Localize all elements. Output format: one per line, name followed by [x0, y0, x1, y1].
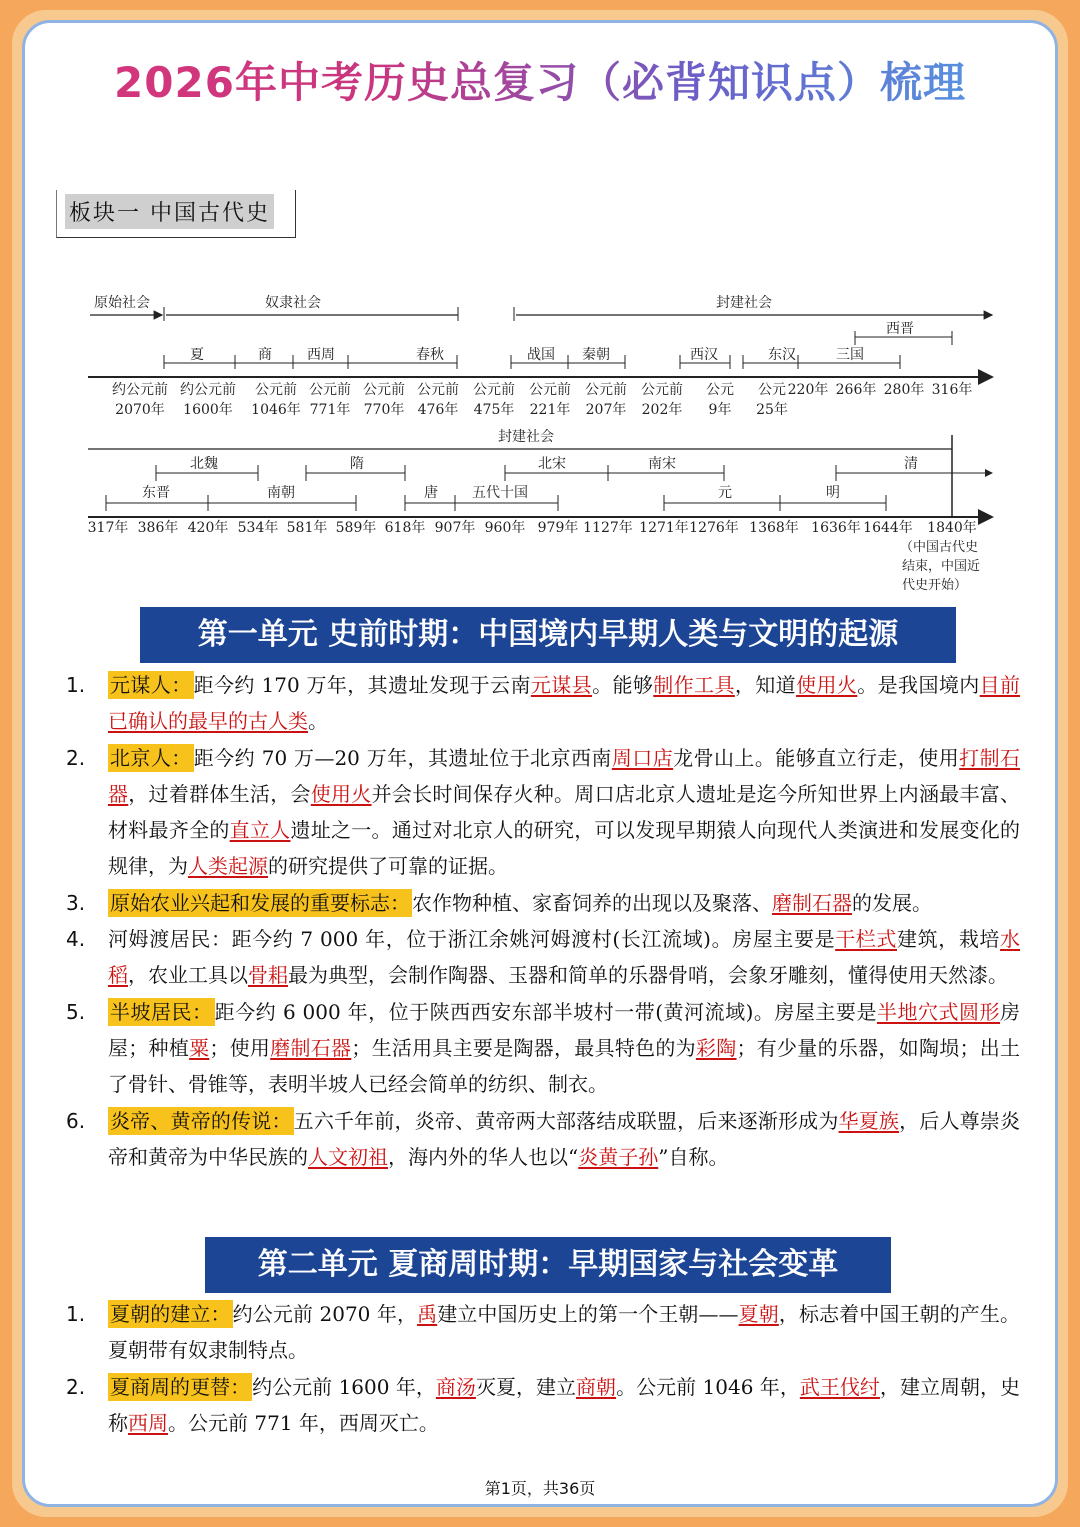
dynasty-xia: 夏 [190, 347, 204, 363]
timeline-ancient-2 [80, 425, 1000, 600]
dynasty-qing: 清 [904, 456, 918, 472]
timeline1-date-label: 公元前 [255, 382, 297, 398]
unit2-item-list [60, 1296, 1020, 1441]
item-text: 的研究提供了可靠的证据。 [268, 854, 508, 879]
era-feudal-2: 封建社会 [498, 429, 554, 445]
item-text: 。是我国境内 [857, 673, 980, 697]
key-term: 夏朝 [738, 1302, 779, 1326]
timeline1-date-label: 266年 [835, 382, 877, 398]
dynasty-ming: 明 [826, 485, 840, 501]
dynasty-beiwei: 北魏 [190, 456, 218, 472]
section-label-box [56, 190, 296, 238]
topic-heading: 夏朝的建立： [110, 1302, 231, 1326]
item-text: 最为典型，会制作陶器、玉器和简单的乐器骨哨，会象牙雕刻，懂得使用天然漆。 [288, 963, 1008, 988]
modern-history-note-1: （中国古代史 [900, 540, 979, 555]
list-item [60, 667, 1020, 740]
key-term: 半地穴式圆形 [876, 999, 1001, 1024]
item-number: 5. [66, 999, 86, 1024]
key-term: 磨制石器 [772, 890, 852, 915]
item-text: ；使用 [209, 1035, 271, 1060]
list-item [60, 921, 1020, 994]
list-item [60, 1103, 1020, 1176]
timeline2-date-label: 1644年 [863, 520, 913, 536]
item-text: 距今约 70 万—20 万年，其遗址位于北京西南 [193, 745, 612, 770]
item-text: ，后人尊崇炎帝和黄帝为中华民族的 [108, 1108, 1021, 1169]
timeline2-date-label: 386年 [137, 520, 179, 536]
unit2-header: 第二单元 夏商周时期：早期国家与社会变革 [205, 1237, 891, 1293]
timeline2-date-label: 1368年 [749, 520, 799, 536]
timeline2-date-label: 581年 [286, 520, 328, 536]
topic-heading: 元谋人： [110, 673, 192, 697]
key-term: 水稻 [108, 927, 1021, 988]
timeline1-date-label: 1600年 [183, 402, 233, 418]
dynasty-qin: 秦朝 [582, 347, 610, 363]
dynasty-sui: 隋 [350, 456, 364, 472]
dynasty-sanguo: 三国 [836, 347, 864, 363]
key-term: 骨耜 [248, 963, 288, 988]
timeline1-date-label: 公元前 [417, 382, 459, 398]
timeline1-date-label: 公元前 [473, 382, 515, 398]
topic-heading: 夏商周的更替： [110, 1374, 251, 1399]
key-term: 西周 [128, 1410, 168, 1435]
era-feudal: 封建社会 [716, 295, 772, 311]
item-text: 距今约 170 万年，其遗址发现于云南 [193, 673, 531, 697]
dynasty-xizhou: 西周 [307, 347, 335, 363]
timeline2-date-label: 420年 [187, 520, 229, 536]
list-item [60, 740, 1020, 885]
key-term: 磨制石器 [270, 1035, 352, 1060]
page-title: 2026年中考历史总复习（必背知识点）梳理 [0, 50, 1080, 110]
list-item [60, 1369, 1020, 1442]
key-term: 禹 [417, 1302, 438, 1326]
key-term: 目前已确认的最早的古人类 [108, 673, 1021, 734]
item-text: ，农业工具以 [128, 963, 248, 988]
item-text: 农作物种植、家畜饲养的出现以及聚落、 [412, 890, 772, 915]
timeline1-date-label: 约公元前 [180, 382, 236, 398]
item-number: 2. [66, 1374, 86, 1399]
item-text: ，知道 [734, 673, 797, 697]
key-term: 彩陶 [695, 1035, 737, 1060]
topic-heading: 北京人： [110, 745, 192, 770]
timeline2-date-label: 1276年 [689, 520, 739, 536]
timeline1-date-label: 公元 [706, 382, 734, 398]
timeline1-date-label: 770年 [363, 402, 405, 418]
key-term: 商汤 [435, 1374, 476, 1399]
dynasty-tang: 唐 [424, 485, 438, 501]
item-text: 并会长时间保存火种。周口店北京人遗址是迄今所知世界上内涵最丰富、材料最齐全的 [108, 781, 1021, 843]
timeline1-date-label: 公元前 [309, 382, 351, 398]
dynasty-shang: 商 [258, 347, 272, 363]
era-slave: 奴隶社会 [265, 295, 321, 311]
timeline1-date-label: 公元 [758, 382, 786, 398]
item-text: ”自称。 [658, 1144, 729, 1169]
timeline1-date-label: 771年 [309, 402, 351, 418]
timeline1-date-label: 公元前 [641, 382, 683, 398]
item-number: 6. [66, 1108, 86, 1133]
timeline2-date-label: 1636年 [811, 520, 861, 536]
key-term: 干栏式 [835, 927, 898, 952]
topic-heading: 炎帝、黄帝的传说： [110, 1108, 292, 1133]
dynasty-nanchao: 南朝 [267, 485, 295, 501]
dynasty-dongjin: 东晋 [142, 485, 170, 501]
timeline1-date-label: 280年 [883, 382, 925, 398]
timeline1-date-label: 476年 [417, 402, 459, 418]
item-text: 距今约 6 000 年，位于陕西西安东部半坡村一带(黄河流域)。房屋主要是 [214, 999, 877, 1024]
page-number: 第1页，共36页 [484, 1479, 596, 1498]
unit1-header: 第一单元 史前时期：中国境内早期人类与文明的起源 [140, 607, 956, 663]
timeline2-date-label: 534年 [237, 520, 279, 536]
unit1-item-list [60, 667, 1020, 1175]
item-text: ，标志着中国王朝的产生。夏朝带有奴隶制特点。 [108, 1302, 1021, 1363]
timeline1-date-label: 公元前 [529, 382, 571, 398]
item-text: 。公元前 771 年，西周灭亡。 [168, 1410, 439, 1435]
timeline1-date-label: 公元前 [363, 382, 405, 398]
key-term: 打制石器 [108, 745, 1021, 806]
timeline1-date-label: 9年 [708, 402, 732, 418]
list-item [60, 1296, 1020, 1369]
key-term: 周口店 [611, 745, 674, 770]
timeline2-date-label: 907年 [434, 520, 476, 536]
item-number: 1. [66, 1302, 86, 1326]
key-term: 粟 [189, 1035, 210, 1060]
era-primitive: 原始社会 [94, 295, 150, 311]
item-text: 五六千年前，炎帝、黄帝两大部落结成联盟，后来逐渐形成为 [293, 1108, 839, 1133]
item-text: ，过着群体生活，会 [128, 781, 311, 806]
key-term: 武王伐纣 [799, 1374, 880, 1399]
section-label: 板块一 中国古代史 [65, 194, 274, 229]
item-number: 4. [66, 927, 86, 952]
timeline2-date-label: 589年 [335, 520, 377, 536]
timeline1-date-label: 220年 [787, 382, 829, 398]
timeline2-date-label: 618年 [384, 520, 426, 536]
key-term: 华夏族 [838, 1108, 900, 1133]
item-text: ；生活用具主要是陶器，最具特色的为 [351, 1035, 696, 1060]
timeline2-date-label: 1127年 [583, 520, 633, 536]
item-text: 。能够 [592, 673, 654, 697]
item-text: 灭夏，建立 [475, 1374, 577, 1399]
timeline1-date-label: 1046年 [251, 402, 301, 418]
timeline2-date-label: 317年 [87, 520, 129, 536]
key-term: 元谋县 [530, 673, 593, 697]
key-term: 制作工具 [653, 673, 735, 697]
key-term: 使用火 [796, 673, 858, 697]
timeline2-date-label: 1840年 [927, 520, 977, 536]
topic-heading: 原始农业兴起和发展的重要标志： [110, 890, 410, 915]
timeline2-date-label: 979年 [537, 520, 579, 536]
item-text: 房屋；种植 [108, 999, 1021, 1060]
item-text: 约公元前 2070 年， [232, 1302, 418, 1326]
dynasty-beisong: 北宋 [538, 456, 566, 472]
key-term: 炎黄子孙 [578, 1144, 659, 1169]
item-text: ，海内外的华人也以“ [388, 1144, 579, 1169]
timeline1-date-label: 316年 [931, 382, 973, 398]
item-text: ，建立周朝，史称 [108, 1374, 1021, 1435]
item-text: 龙骨山上。能够直立行走，使用 [673, 745, 960, 770]
item-number: 1. [66, 673, 86, 697]
timeline1-date-label: 475年 [473, 402, 515, 418]
timeline1-date-label: 约公元前 [112, 382, 168, 398]
dynasty-xihan: 西汉 [690, 347, 718, 363]
dynasty-wudai: 五代十国 [472, 485, 528, 501]
list-item [60, 994, 1020, 1103]
timeline1-date-label: 207年 [585, 402, 627, 418]
item-text: 。 [308, 709, 328, 734]
timeline2-date-label: 1271年 [639, 520, 689, 536]
dynasty-donghan: 东汉 [768, 347, 796, 363]
key-term: 人类起源 [188, 854, 268, 879]
item-text: 遗址之一。通过对北京人的研究，可以发现早期猿人向现代人类演进和发展变化的规律，为 [108, 818, 1021, 879]
modern-history-note-3: 代史开始） [902, 578, 968, 593]
key-term: 商朝 [576, 1374, 617, 1399]
item-number: 2. [66, 745, 86, 770]
dynasty-chunqiu: 春秋 [416, 347, 444, 363]
item-text: 约公元前 1600 年， [252, 1374, 436, 1399]
key-term: 直立人 [229, 818, 291, 843]
key-term: 使用火 [310, 781, 372, 806]
timeline1-date-label: 25年 [756, 402, 788, 418]
item-text: 的发展。 [852, 890, 932, 915]
item-text: 河姆渡居民：距今约 7 000 年，位于浙江余姚河姆渡村(长江流域)。房屋主要是 [108, 927, 836, 952]
item-text: 。公元前 1046 年， [616, 1374, 800, 1399]
modern-history-note-2: 结束，中国近 [902, 559, 981, 574]
key-term: 人文初祖 [308, 1144, 388, 1169]
dynasty-zhanguo: 战国 [527, 347, 555, 363]
topic-heading: 半坡居民： [110, 999, 213, 1024]
item-text: ；有少量的乐器，如陶埙；出土了骨针、骨锥等，表明半坡人已经会简单的纺织、制衣。 [108, 1035, 1021, 1097]
timeline1-date-label: 2070年 [115, 402, 165, 418]
timeline-ancient-1 [80, 285, 1000, 425]
timeline2-date-label: 960年 [484, 520, 526, 536]
list-item [60, 885, 1020, 921]
item-text: 建筑，栽培 [897, 927, 1001, 952]
item-number: 3. [66, 890, 86, 915]
timeline1-date-label: 202年 [641, 402, 683, 418]
dynasty-yuan: 元 [718, 485, 732, 501]
timeline1-date-label: 221年 [529, 402, 571, 418]
dynasty-xijin: 西晋 [886, 321, 914, 337]
timeline1-date-label: 公元前 [585, 382, 627, 398]
item-text: 建立中国历史上的第一个王朝—— [437, 1302, 739, 1326]
dynasty-nansong: 南宋 [648, 456, 676, 472]
